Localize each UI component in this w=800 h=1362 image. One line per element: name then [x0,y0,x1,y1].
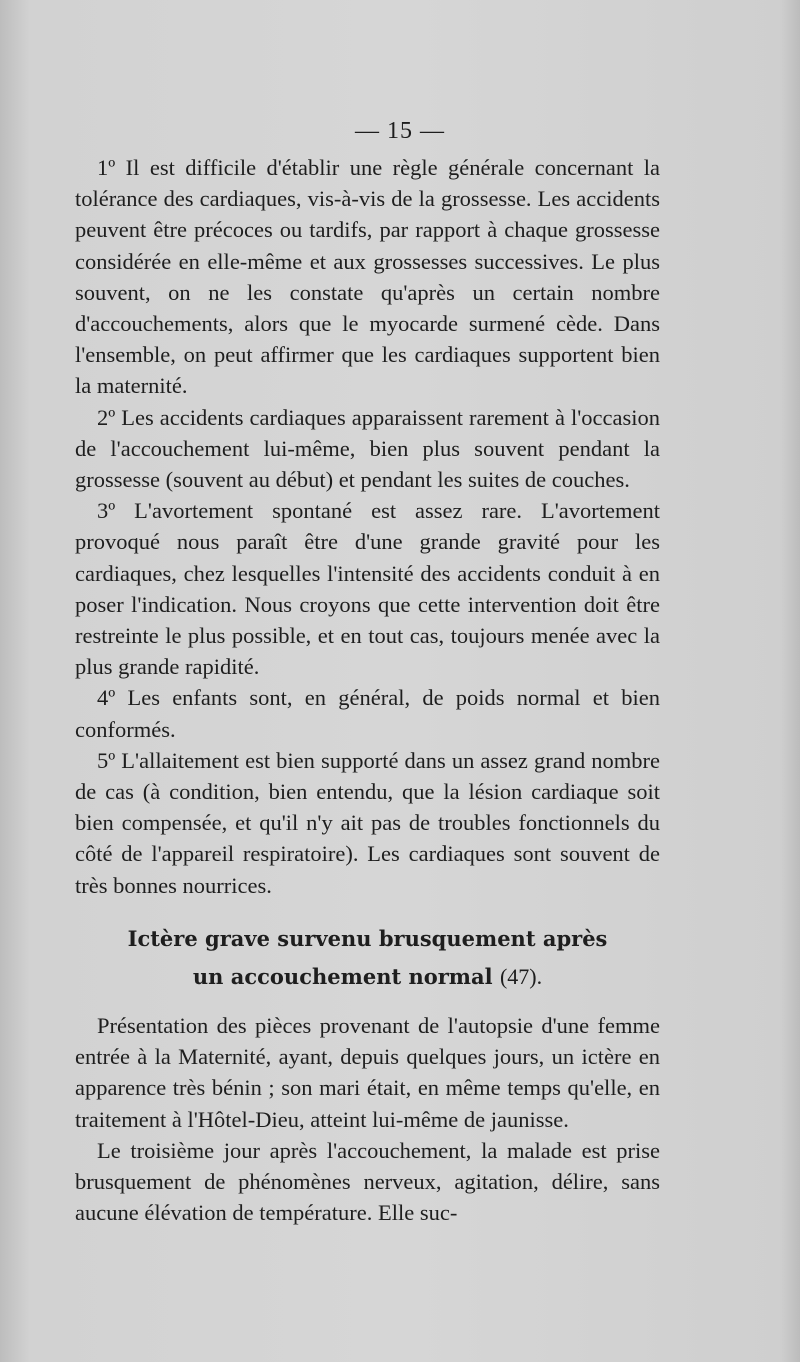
case-paragraph-1: Présentation des pièces provenant de l'autopsie d'une femme entrée à la Maternité, ayant, depuis quelques jours, un ictère en apparence très bénin ; son mari était, en même temps qu'elle, en traitement à l'Hôtel-Dieu, atteint lui-même de jaunisse. [75,1013,660,1132]
heading-line-2-text: un accouchement normal [192,964,493,989]
paragraph-4: 4º Les enfants sont, en général, de poids normal et bien conformés. [75,685,660,742]
paragraph-1: 1º Il est difficile d'établir une règle générale concernant la tolérance des cardiaques, vis-à-vis de la grossesse. Les accidents peuvent être précoces ou tardifs, par rapport à chaque grossesse considérée en elle-même et aux grossesses successives. Le plus souvent, on ne les constate qu'après un certain nombre d'accouchements, alors que le myocarde surmené cède. Dans l'ensemble, on peut affirmer que les cardiaques supportent bien la maternité. [75,155,660,399]
conclusions-section [75,152,660,901]
paragraph-5: 5º L'allaitement est bien supporté dans un assez grand nombre de cas (à condition, bien entendu, que la lésion cardiaque soit bien compensée, et qu'il n'y ait pas de troubles fonctionnels du côté de l'appareil respiratoire). Les cardiaques sont souvent de très bonnes nourrices. [75,747,660,898]
page-number: — 15 — [355,118,445,144]
case-paragraph-2: Le troisième jour après l'accouchement, la malade est prise brusquement de phénomènes nerveux, agitation, délire, sans aucune élévation de température. Elle suc- [75,1137,660,1226]
section-heading [75,920,660,996]
heading-line-2 [75,958,660,996]
case-report-section [75,1010,660,1228]
paragraph-2: 2º Les accidents cardiaques apparaissent rarement à l'occasion de l'accouchement lui-même, bien plus souvent pendant la grossesse (souvent au début) et pendant les suites de couches. [75,404,660,493]
paragraph-3: 3º L'avortement spontané est assez rare. L'avortement provoqué nous paraît être d'une grande gravité pour les cardiaques, chez lesquelles l'intensité des accidents conduit à en poser l'indication. Nous croyons que cette intervention doit être restreinte le plus possible, et en tout cas, toujours menée avec la plus grande rapidité. [75,498,660,680]
heading-line-1: Ictère grave survenu brusquement après [127,926,608,951]
heading-reference: (47). [499,964,543,989]
